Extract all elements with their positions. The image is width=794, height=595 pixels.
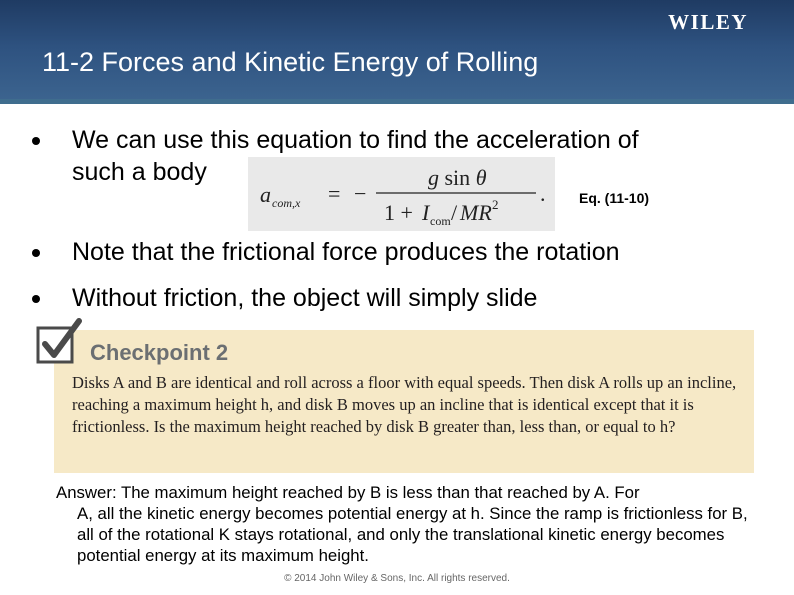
svg-text:=: = bbox=[328, 181, 341, 206]
equation-image bbox=[248, 157, 555, 231]
bullet-text: Note that the frictional force produces the rotation bbox=[72, 238, 620, 266]
header-divider bbox=[0, 99, 794, 104]
answer-text bbox=[56, 482, 766, 566]
svg-text:1 +: 1 + bbox=[384, 200, 413, 225]
bullet-dot-icon bbox=[32, 249, 40, 257]
answer-continued: A, all the kinetic energy becomes potential energy at h. Since the ramp is frictionless for B, all of the rotational K stays rotational, and only the translational kinetic energy becomes potential energy at its maximum height. bbox=[77, 504, 748, 565]
svg-text:MR: MR bbox=[460, 200, 492, 225]
svg-text:com,x: com,x bbox=[272, 196, 301, 210]
bullet-dot-icon bbox=[32, 137, 40, 145]
wiley-logo: WILEY bbox=[668, 10, 748, 34]
checkmark-box-icon bbox=[35, 318, 85, 371]
svg-text:.: . bbox=[540, 181, 546, 206]
bullet-text: Without friction, the object will simply slide bbox=[72, 284, 538, 312]
checkpoint-question: Disks A and B are identical and roll across a floor with equal speeds. Then disk A rolls up an incline, reaching a maximum height h, and disk B moves up an incline that is identical except that it is frictionless. Is the maximum height reached by disk B greater than, less than, or equal to h? bbox=[72, 373, 737, 436]
svg-text:com: com bbox=[430, 214, 451, 228]
svg-text:2: 2 bbox=[492, 197, 499, 212]
svg-text:/: / bbox=[451, 200, 458, 225]
equation-reference: Eq. (11-10) bbox=[579, 190, 650, 206]
svg-text:a: a bbox=[260, 182, 271, 207]
slide-title: 11-2 Forces and Kinetic Energy of Rolling bbox=[42, 47, 539, 77]
answer-line: Answer: The maximum height reached by B is less than that reached by A. For bbox=[56, 483, 640, 502]
copyright-notice: © 2014 John Wiley & Sons, Inc. All rights reserved. bbox=[284, 573, 510, 584]
svg-text:I: I bbox=[422, 200, 430, 225]
svg-text:−: − bbox=[354, 181, 367, 206]
bullet-text: We can use this equation to find the acceleration of bbox=[72, 126, 639, 154]
svg-text:g sin θ: g sin θ bbox=[428, 165, 487, 190]
bullet-dot-icon bbox=[32, 295, 40, 303]
bullet-text-continued: such a body bbox=[72, 158, 207, 186]
checkpoint-title: Checkpoint 2 bbox=[90, 340, 229, 365]
